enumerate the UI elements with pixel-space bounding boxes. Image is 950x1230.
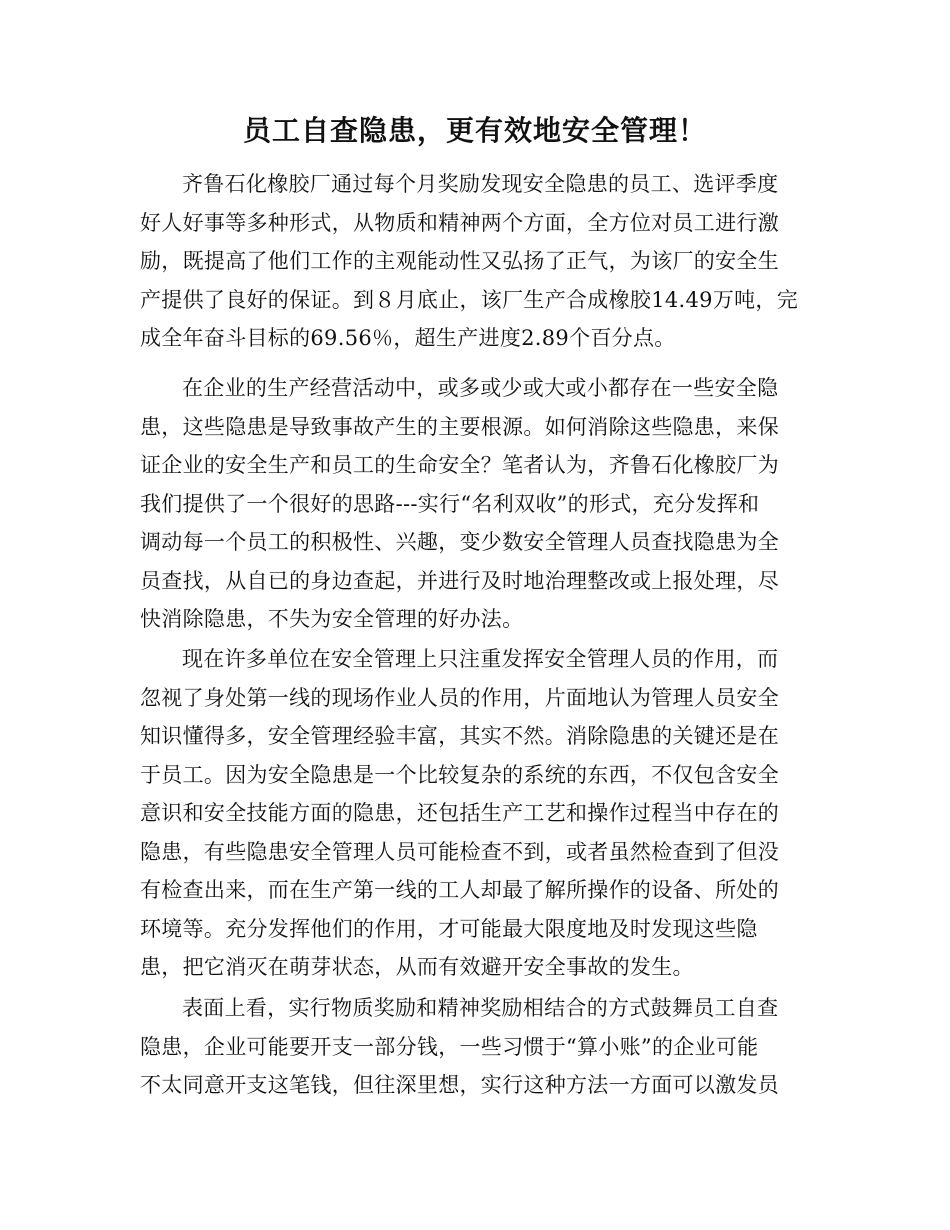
paragraph-line: 证企业的安全生产和员工的生命安全？笔者认为，齐鲁石化橡胶厂为 bbox=[140, 453, 779, 477]
paragraph-1 bbox=[140, 165, 810, 358]
paragraph-line: 在企业的生产经营活动中，或多或少或大或小都存在一些安全隐 bbox=[182, 376, 779, 400]
paragraph-line: 快消除隐患，不失为安全管理的好办法。 bbox=[140, 607, 524, 631]
paragraph-line: 患，这些隐患是导致事故产生的主要根源。如何消除这些隐患，来保 bbox=[140, 414, 779, 439]
paragraph-2 bbox=[140, 369, 810, 639]
paragraph-line: 意识和安全技能方面的隐患，还包括生产工艺和操作过程当中存在的 bbox=[140, 801, 779, 825]
paragraph-line: 员查找，从自已的身边查起，并进行及时地治理整改或上报处理，尽 bbox=[140, 568, 779, 593]
document-title: 员工自查隐患，更有效地安全管理！ bbox=[242, 114, 707, 147]
paragraph-line: 隐患，有些隐患安全管理人员可能检查不到，或者虽然检查到了但没 bbox=[140, 839, 779, 864]
paragraph-line: 于员工。因为安全隐患是一个比较复杂的系统的东西，不仅包含安全 bbox=[140, 762, 779, 787]
paragraph-line: 齐鲁石化橡胶厂通过每个月奖励发现安全隐患的员工、选评季度 bbox=[182, 172, 779, 196]
paragraph-line: 忽视了身处第一线的现场作业人员的作用，片面地认为管理人员安全 bbox=[140, 685, 779, 710]
paragraph-3 bbox=[140, 640, 810, 987]
paragraph-4 bbox=[140, 989, 810, 1105]
paragraph-line: 我们提供了一个很好的思路---实行“名利双收”的形式，充分发挥和 bbox=[140, 491, 760, 516]
paragraph-line: 调动每一个员工的积极性、兴趣，变少数安全管理人员查找隐患为全 bbox=[140, 530, 779, 554]
paragraph-line: 患，把它消灭在萌芽状态，从而有效避开安全事故的发生。 bbox=[140, 955, 694, 979]
paragraph-line: 隐患，企业可能要开支一部分钱，一些习惯于“算小账”的企业可能 bbox=[140, 1034, 759, 1059]
paragraph-line: 现在许多单位在安全管理上只注重发挥安全管理人员的作用，而 bbox=[182, 647, 779, 671]
paragraph-line: 表面上看，实行物质奖励和精神奖励相结合的方式鼓舞员工自查 bbox=[182, 996, 779, 1020]
paragraph-line: 不太同意开支这笔钱，但往深里想，实行这种方法一方面可以激发员 bbox=[140, 1073, 779, 1097]
paragraph-line: 有检查出来，而在生产第一线的工人却最了解所操作的设备、所处的 bbox=[140, 878, 779, 902]
paragraph-line: 产提供了良好的保证。到８月底止，该厂生产合成橡胶14.49万吨，完 bbox=[140, 287, 799, 312]
paragraph-line: 励，既提高了他们工作的主观能动性又弘扬了正气，为该厂的安全生 bbox=[140, 249, 779, 273]
paragraph-line: 环境等。充分发挥他们的作用，才可能最大限度地及时发现这些隐 bbox=[140, 916, 758, 941]
paragraph-line: 知识懂得多，安全管理经验丰富，其实不然。消除隐患的关键还是在 bbox=[140, 724, 779, 748]
paragraph-line: 好人好事等多种形式，从物质和精神两个方面，全方位对员工进行激 bbox=[140, 210, 779, 235]
paragraph-line: 成全年奋斗目标的69.56％，超生产进度2.89个百分点。 bbox=[140, 326, 676, 350]
